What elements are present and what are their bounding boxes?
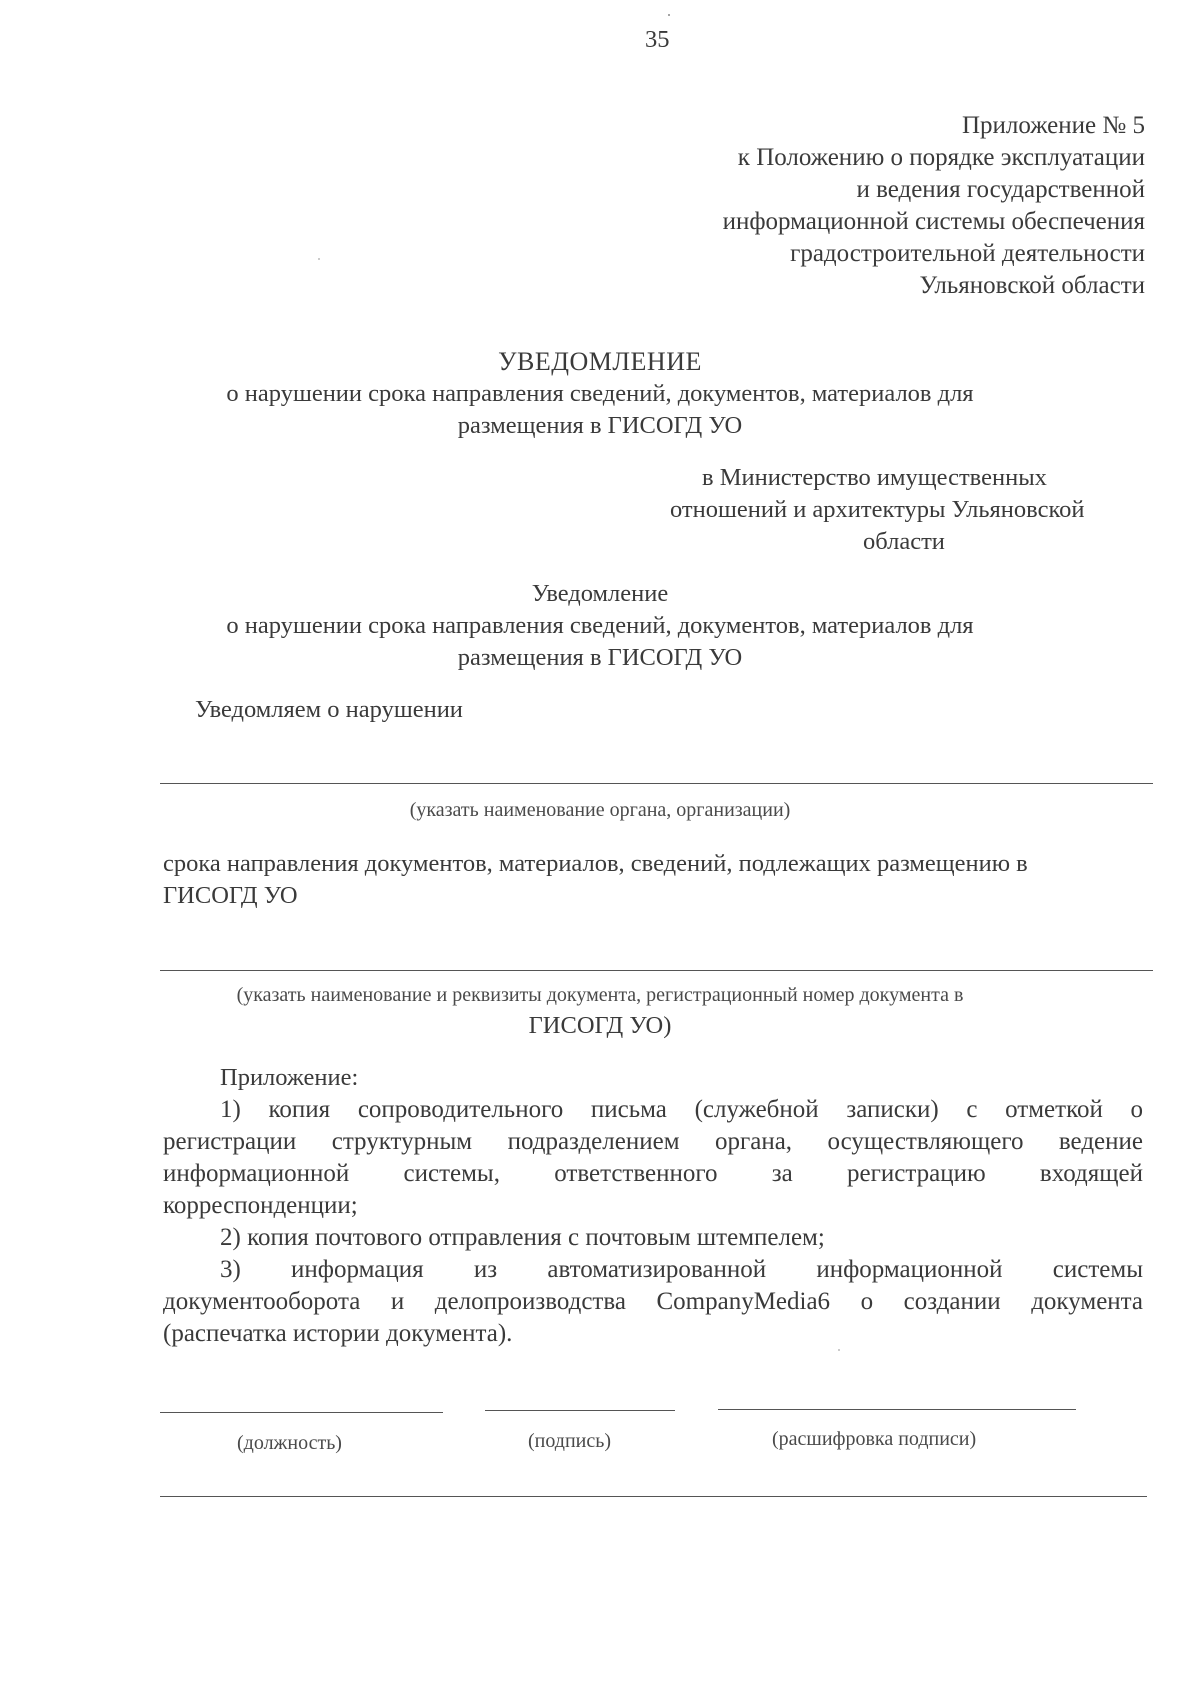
decoding-fill-line [718, 1409, 1076, 1410]
appendix-line: градостроительной деятельности [790, 240, 1145, 267]
page-number: 35 [645, 26, 670, 53]
position-fill-line [160, 1412, 443, 1413]
body-text-line1: срока направления документов, материалов, сведений, подлежащих размещению в [163, 850, 1028, 877]
scan-speck [318, 258, 320, 260]
attachment-item1-line4: корреспонденции; [163, 1192, 358, 1219]
addressee-line1: в Министерство имущественных [702, 464, 1047, 491]
org-fill-line [160, 783, 1153, 784]
form-subtitle-line2: размещения в ГИСОГД УО [457, 644, 743, 671]
attachment-item1-line3: информационной системы, ответственного за регистрацию входящей [163, 1160, 1143, 1187]
scan-speck [838, 1349, 840, 1351]
bottom-rule [160, 1496, 1147, 1497]
signature-label: (подпись) [528, 1430, 612, 1452]
attachments-label: Приложение: [220, 1064, 359, 1091]
attachment-item3-line1: 3) информация из автоматизированной информационной системы [220, 1256, 1143, 1283]
document-subtitle-line1: о нарушении срока направления сведений, документов, материалов для [226, 380, 974, 407]
doc-hint-line2: ГИСОГД УО) [528, 1012, 672, 1039]
attachment-item3-line2: документооборота и делопроизводства CompanyMedia6 о создании документа [163, 1288, 1143, 1315]
position-label: (должность) [237, 1432, 342, 1454]
document-subtitle-line2: размещения в ГИСОГД УО [457, 412, 743, 439]
doc-fill-line [160, 970, 1153, 971]
intro-text: Уведомляем о нарушении [195, 696, 463, 723]
body-text-line2: ГИСОГД УО [163, 882, 298, 909]
form-title: Уведомление [531, 580, 669, 607]
doc-hint-line1: (указать наименование и реквизиты документа, регистрационный номер документа в [236, 984, 964, 1006]
appendix-reference [723, 110, 1145, 302]
appendix-line: к Положению о порядке эксплуатации [737, 144, 1145, 171]
attachment-item2: 2) копия почтового отправления с почтовым штемпелем; [220, 1224, 825, 1251]
form-subtitle-line1: о нарушении срока направления сведений, документов, материалов для [226, 612, 974, 639]
org-hint: (указать наименование органа, организации) [409, 799, 791, 821]
document-title: УВЕДОМЛЕНИЕ [498, 347, 702, 376]
appendix-line: Ульяновской области [919, 272, 1145, 299]
appendix-line: Приложение № 5 [961, 112, 1145, 139]
appendix-line: информационной системы обеспечения [722, 208, 1145, 235]
addressee-line3: области [863, 528, 945, 555]
scan-speck [668, 14, 670, 16]
appendix-line: и ведения государственной [856, 176, 1145, 203]
decoding-label: (расшифровка подписи) [772, 1428, 977, 1450]
signature-fill-line [485, 1410, 675, 1411]
attachment-item1-line2: регистрации структурным подразделением органа, осуществляющего ведение [163, 1128, 1143, 1155]
attachment-item3-line3: (распечатка истории документа). [163, 1320, 513, 1347]
addressee-line2: отношений и архитектуры Ульяновской [670, 496, 1085, 523]
attachment-item1-line1: 1) копия сопроводительного письма (служебной записки) с отметкой о [220, 1096, 1143, 1123]
